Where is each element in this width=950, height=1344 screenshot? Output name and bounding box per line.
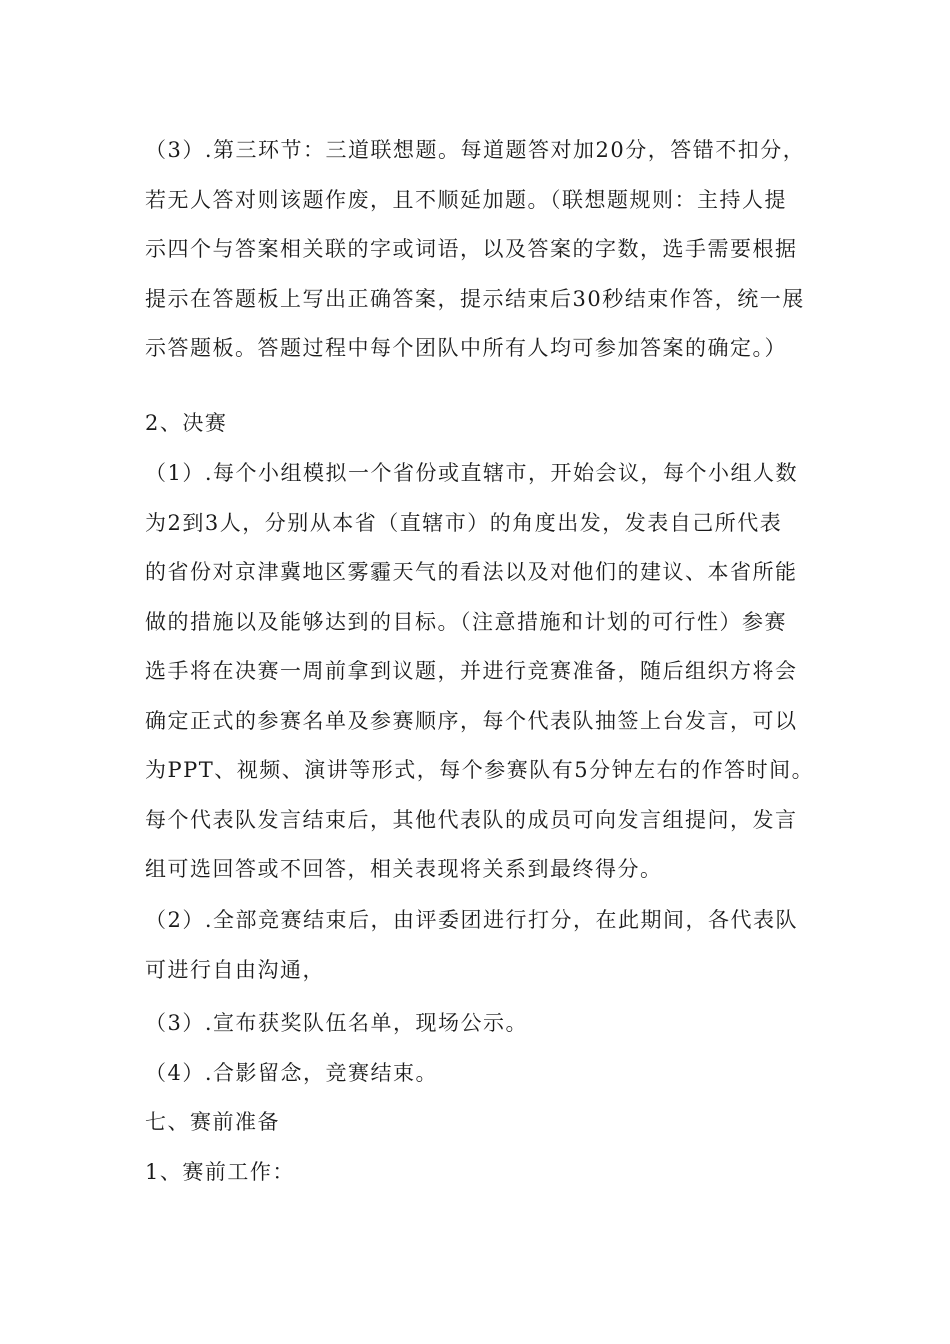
paragraph-final-2 [145, 896, 805, 995]
text-line: 的省份对京津冀地区雾霾天气的看法以及对他们的建议、本省所能 [145, 560, 798, 584]
text-line: 示四个与答案相关联的字或词语，以及答案的字数，选手需要根据 [145, 237, 798, 261]
text-line: （2）.全部竞赛结束后，由评委团进行打分，在此期间，各代表队 [145, 908, 799, 932]
text-line: 确定正式的参赛名单及参赛顺序，每个代表队抽签上台发言，可以 [145, 708, 798, 733]
paragraph-final-4 [145, 1049, 805, 1099]
heading-pre-competition-work [145, 1148, 805, 1198]
text-line: 为2到3人，分别从本省（直辖市）的角度出发，发表自己所代表 [145, 510, 783, 535]
text-line: 做的措施以及能够达到的目标。（注意措施和计划的可行性）参赛 [145, 609, 787, 634]
heading-final [145, 399, 805, 449]
text-line: 示答题板。答题过程中每个团队中所有人均可参加答案的确定。） [145, 336, 787, 360]
text-line: （4）.合影留念，竞赛结束。 [145, 1061, 439, 1085]
text-line: 选手将在决赛一周前拿到议题，并进行竞赛准备，随后组织方将会 [145, 659, 798, 683]
text-line: 七、赛前准备 [145, 1110, 280, 1134]
text-line: 每个代表队发言结束后，其他代表队的成员可向发言组提问，发言 [145, 807, 798, 832]
text-line: 组可选回答或不回答，相关表现将关系到最终得分。 [145, 857, 663, 881]
text-line: （1）.每个小组模拟一个省份或直辖市，开始会议，每个小组人数 [145, 461, 799, 485]
paragraph-round-three [145, 126, 805, 374]
text-line: 若无人答对则该题作废，且不顺延加题。（联想题规则：主持人提 [145, 187, 787, 212]
text-line: 为PPT、视频、演讲等形式，每个参赛队有5分钟左右的作答时间。 [145, 758, 815, 782]
paragraph-final-3 [145, 999, 805, 1049]
text-line: （3）.第三环节：三道联想题。每道题答对加20分，答错不扣分， [145, 138, 806, 162]
text-line: 1、赛前工作： [145, 1160, 295, 1184]
text-line: 可进行自由沟通， [145, 957, 325, 982]
text-line: 提示在答题板上写出正确答案，提示结束后30秒结束作答，统一展 [145, 286, 805, 311]
heading-section-seven [145, 1098, 805, 1148]
paragraph-final-1 [145, 449, 815, 895]
text-line: （3）.宣布获奖队伍名单，现场公示。 [145, 1011, 529, 1035]
text-line: 2、决赛 [145, 411, 228, 435]
